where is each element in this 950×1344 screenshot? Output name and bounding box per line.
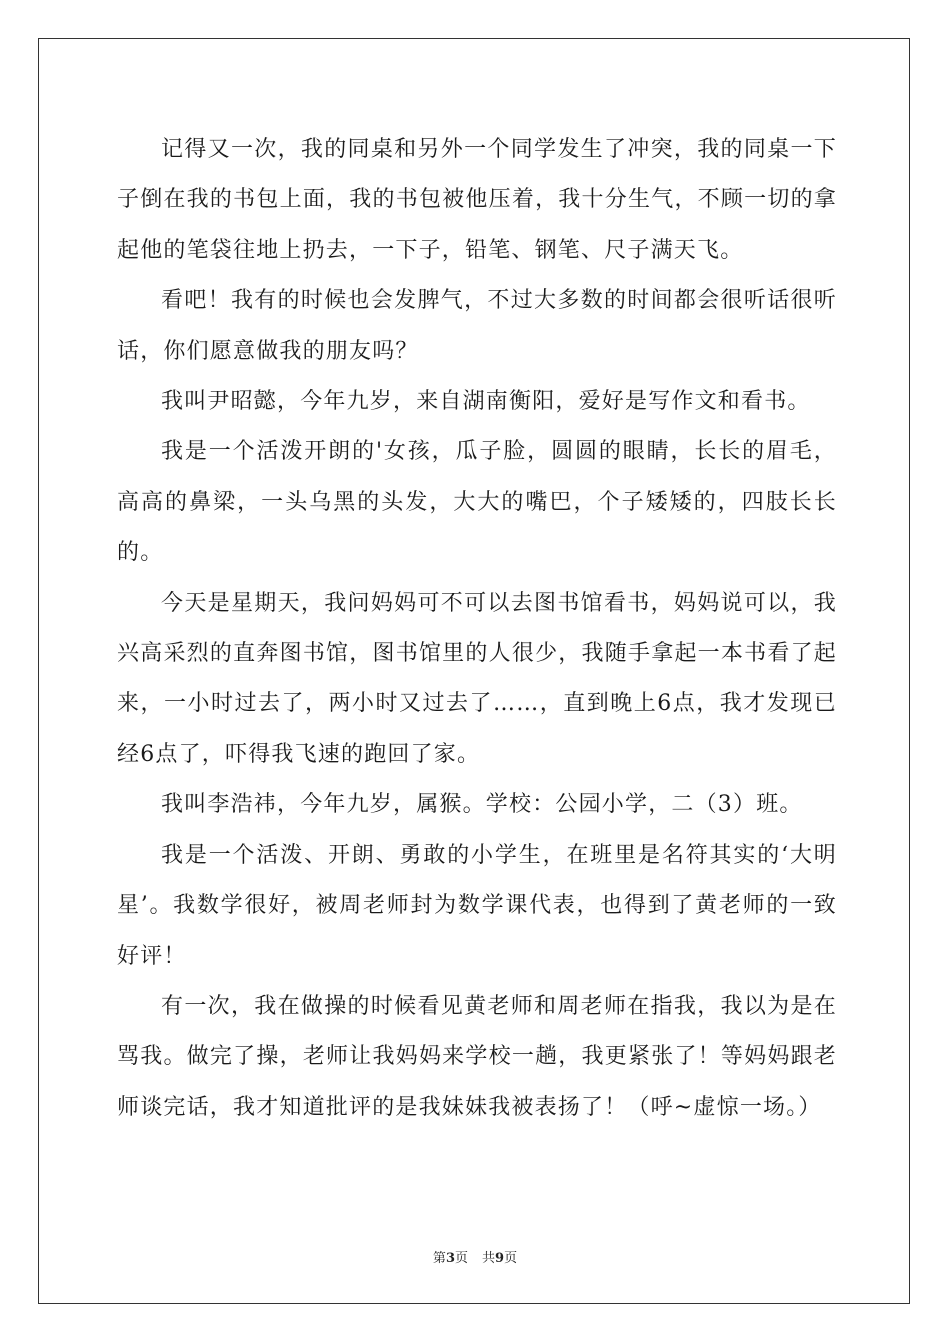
footer-page-prefix: 第 <box>432 1251 446 1266</box>
paragraph-5: 今天是星期天，我问妈妈可不可以去图书馆看书，妈妈说可以，我兴高采烈的直奔图书馆，图书馆里的人很少，我随手拿起一本书看了起来，一小时过去了，两小时又过去了……，直到晚上6点，我才发现已经6点了，吓得我飞速的跑回了家。 <box>117 590 837 767</box>
paragraph-3: 我叫尹昭懿，今年九岁，来自湖南衡阳，爱好是写作文和看书。 <box>161 389 811 415</box>
paragraph-1: 记得又一次，我的同桌和另外一个同学发生了冲突，我的同桌一下子倒在我的书包上面，我的书包被他压着，我十分生气，不顾一切的拿起他的笔袋往地上扔去，一下子，铅笔、钢笔、尺子满天飞。 <box>117 137 837 263</box>
paragraph-7: 我是一个活泼、开朗、勇敢的小学生，在班里是名符其实的‘大明星’。我数学很好，被周老师封为数学课代表，也得到了黄老师的一致好评！ <box>117 842 837 969</box>
paragraph-8: 有一次，我在做操的时候看见黄老师和周老师在指我，我以为是在骂我。做完了操，老师让我妈妈来学校一趟，我更紧张了！等妈妈跟老师谈完话，我才知道批评的是我妹妹我被表扬了！（呼~虚惊一场。） <box>117 993 837 1120</box>
paragraph-6: 我叫李浩祎，今年九岁，属猴。学校：公园小学，二（3）班。 <box>161 792 803 818</box>
footer-total-prefix: 共 <box>482 1251 496 1266</box>
footer-total-suffix: 页 <box>504 1251 518 1266</box>
footer-page-number: 3 <box>445 1251 455 1266</box>
document-body <box>117 125 837 1133</box>
page-footer <box>0 1247 950 1266</box>
footer-total-number: 9 <box>495 1251 505 1266</box>
paragraph-2: 看吧！我有的时候也会发脾气，不过大多数的时间都会很听话很听话，你们愿意做我的朋友吗？ <box>117 288 837 364</box>
footer-page-suffix: 页 <box>454 1251 468 1266</box>
paragraph-4: 我是一个活泼开朗的'女孩，瓜子脸，圆圆的眼睛，长长的眉毛，高高的鼻梁，一头乌黑的头发，大大的嘴巴，个子矮矮的，四肢长长的。 <box>117 439 837 566</box>
